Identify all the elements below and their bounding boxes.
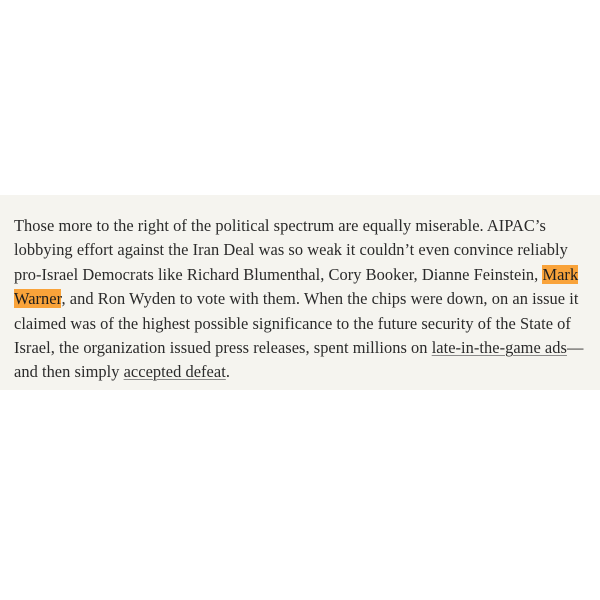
paragraph-line-1: Those more to the right of the political spectrum are equally miserable. AIPAC’s: [14, 216, 546, 235]
article-paragraph: [14, 214, 594, 385]
highlighted-name-part-1: Mark: [542, 264, 579, 284]
paragraph-line-6: [14, 336, 594, 360]
paragraph-line-5: claimed was of the highest possible significance to the future security of the State of: [14, 313, 571, 333]
final-period: .: [225, 362, 230, 382]
paragraph-line-7-text: and then simply: [14, 362, 124, 382]
late-in-the-game-ads-link[interactable]: late-in-the-game ads: [431, 338, 567, 358]
paragraph-line-4-text: , and Ron Wyden to vote with them. When the chips were down, on an issue it: [61, 289, 579, 309]
paragraph-line-6-text: Israel, the organization issued press releases, spent millions on: [14, 338, 432, 358]
paragraph-line-3-text: pro-Israel Democrats like Richard Blumenthal, Cory Booker, Dianne Feinstein,: [14, 264, 543, 284]
accepted-defeat-link[interactable]: accepted defeat: [123, 362, 226, 382]
paragraph-line-4: [14, 287, 594, 311]
highlighted-name-part-2: Warner: [14, 289, 62, 309]
paragraph-line-2: lobbying effort against the Iran Deal was so weak it couldn’t even convince reliably: [14, 240, 568, 260]
paragraph-line-7: [14, 360, 594, 384]
em-dash: —: [566, 338, 584, 358]
paragraph-line-3: [14, 263, 594, 287]
